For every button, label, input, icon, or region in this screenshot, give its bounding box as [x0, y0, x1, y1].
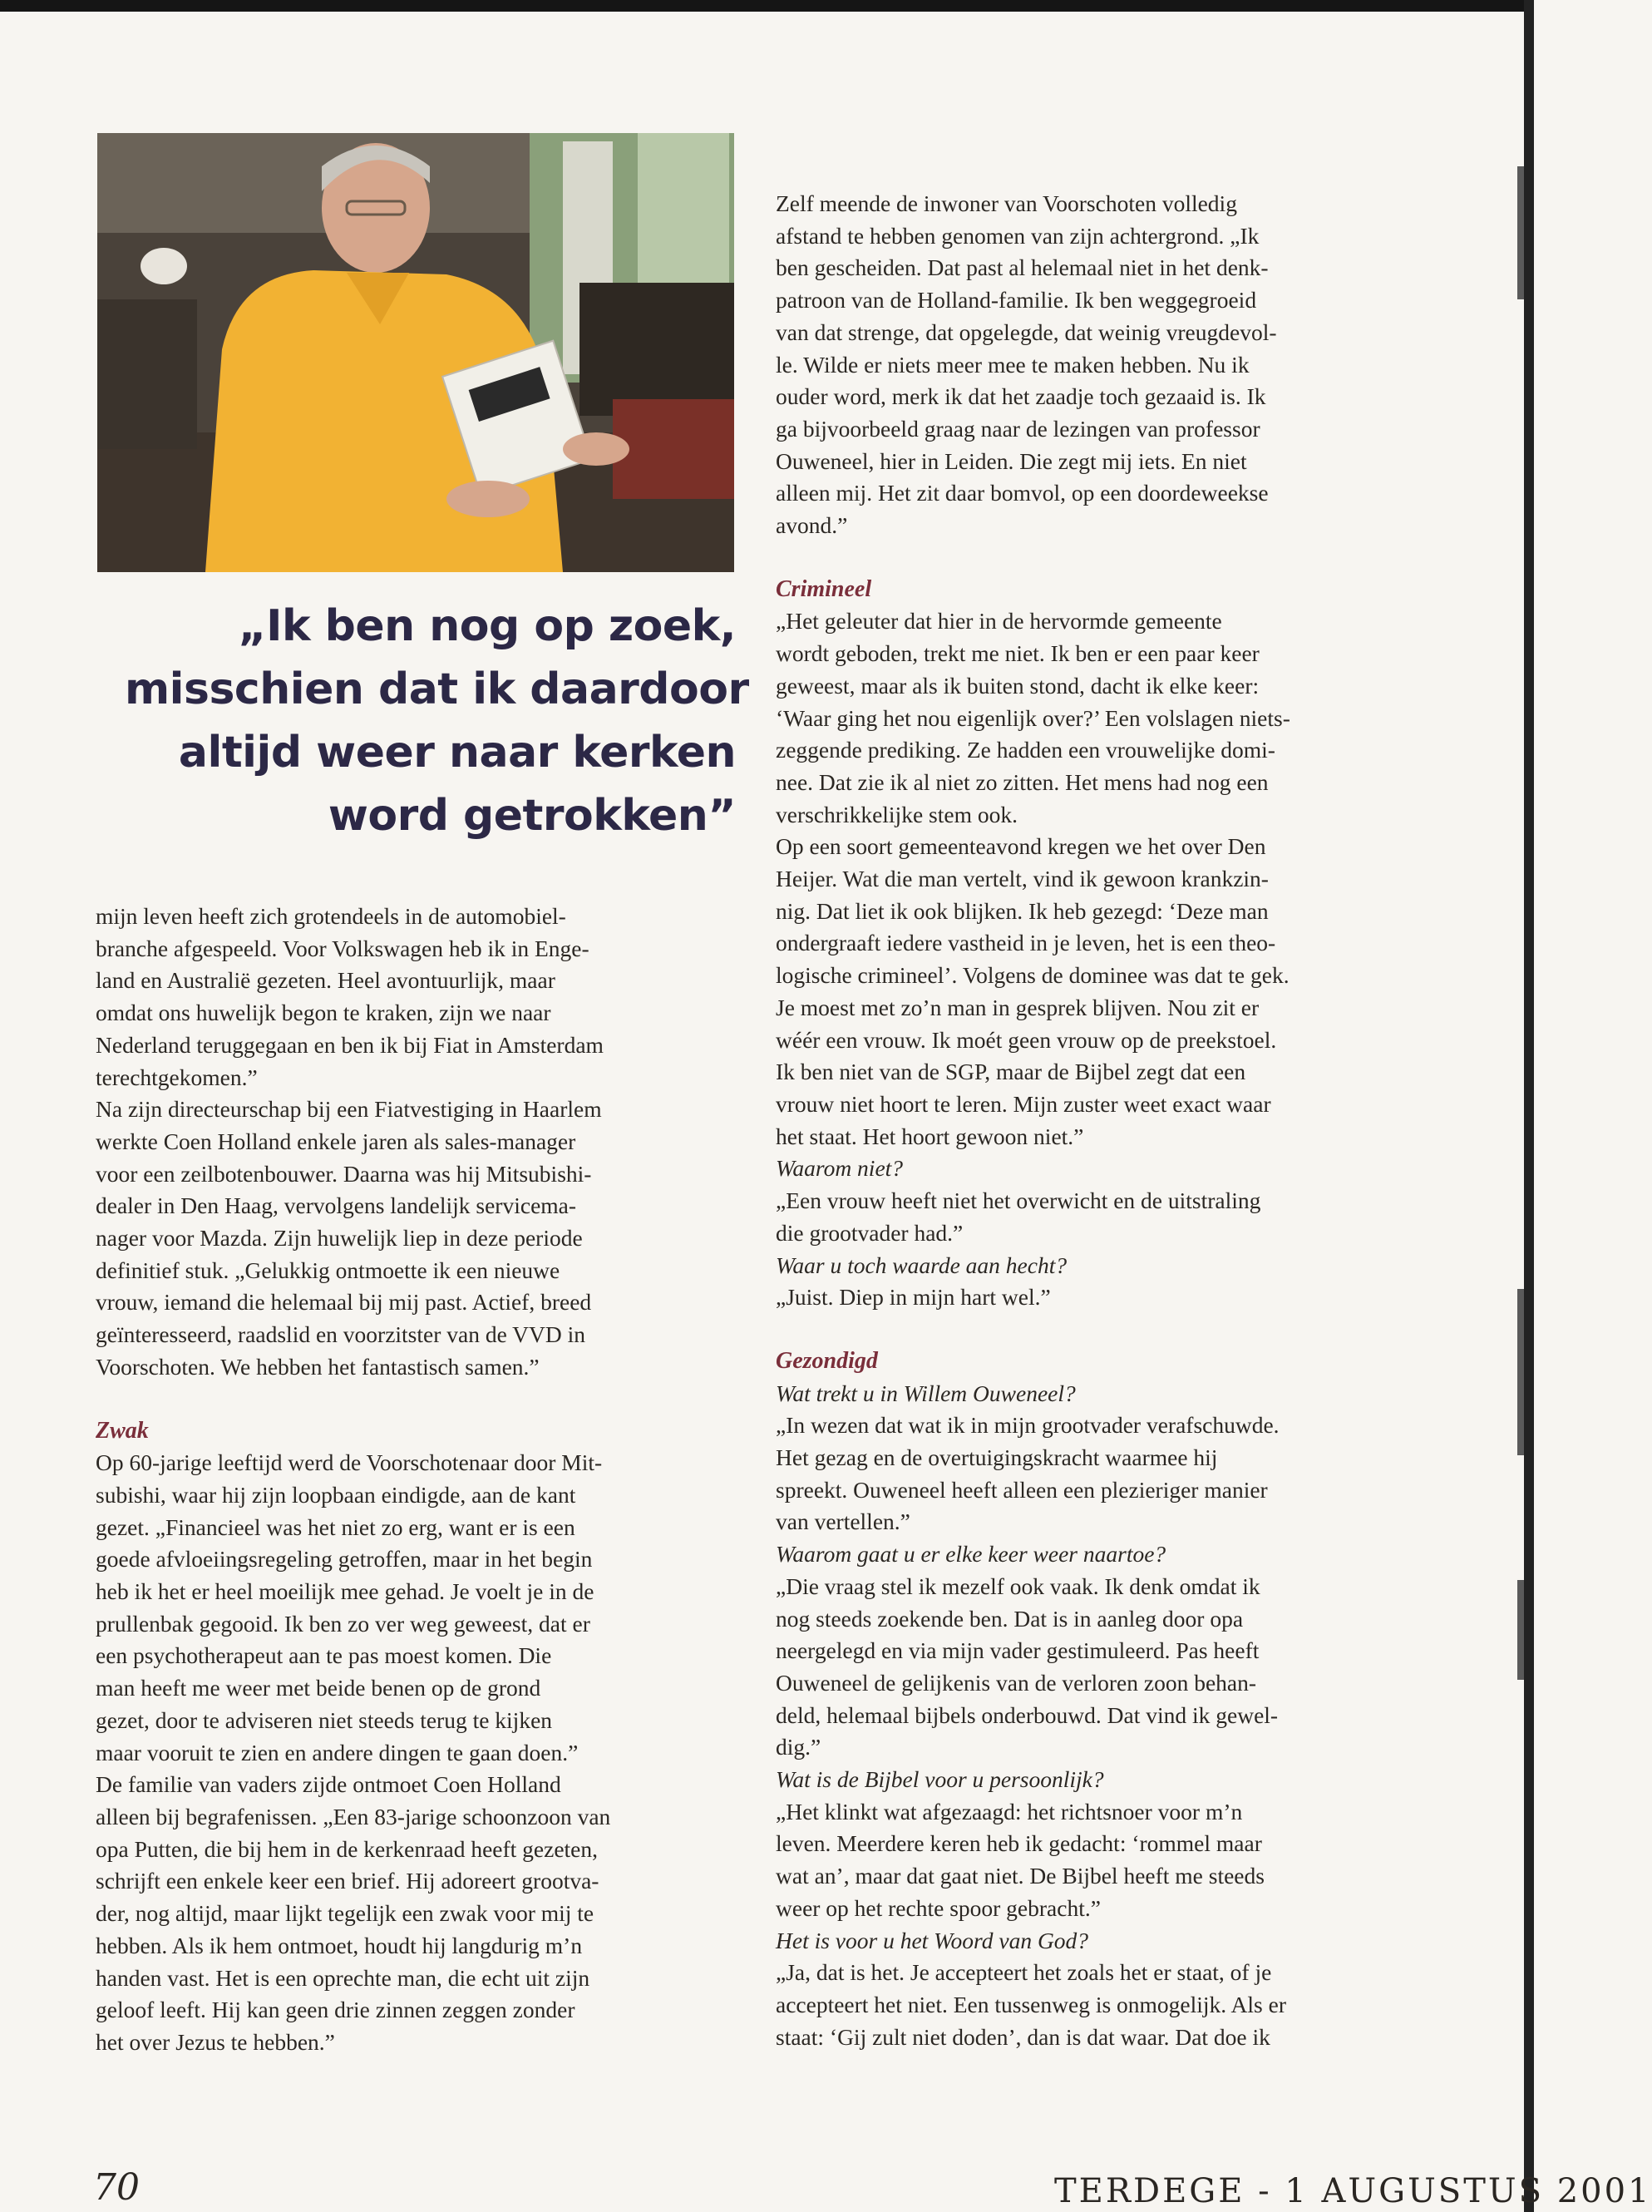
text-line: De familie van vaders zijde ontmoet Coen Holland: [96, 1771, 561, 1798]
text-line: ben gescheiden. Dat past al helemaal niet in het denk-: [776, 254, 1269, 281]
page-edge: [1524, 0, 1534, 2212]
pull-quote-line: altijd weer naar kerken: [178, 728, 736, 778]
text-line: Voorschoten. We hebben het fantastisch samen.”: [96, 1353, 540, 1380]
text-line: goede afvloeiingsregeling getroffen, maar in het begin: [96, 1546, 593, 1573]
text-line: neergelegd en via mijn vader gestimuleerd. Pas heeft: [776, 1637, 1260, 1664]
text-line: schrijft een enkele keer een brief. Hij adoreert grootva-: [96, 1868, 599, 1894]
text-line: een psychotherapeut aan te pas moest komen. Die: [96, 1642, 552, 1669]
text-line: der, nog altijd, maar lijkt tegelijk een zwak voor mij te: [96, 1900, 594, 1927]
text-line: geloof leeft. Hij kan geen drie zinnen zeggen zonder: [96, 1997, 575, 2023]
text-line: ondergraaft iedere vastheid in je leven, het is een theo-: [776, 930, 1276, 956]
text-line: die grootvader had.”: [776, 1219, 964, 1246]
pull-quote-line: misschien dat ik daardoor: [125, 664, 749, 714]
footer-publication: TERDEGE - 1 AUGUSTUS 2001: [1054, 2172, 1652, 2210]
text-line: patroon van de Holland-familie. Ik ben weggegroeid: [776, 287, 1257, 314]
text-line: ga bijvoorbeeld graag naar de lezingen van professor: [776, 415, 1260, 442]
text-line: werkte Coen Holland enkele jaren als sales-manager: [96, 1128, 576, 1154]
text-line: Ouweneel, hier in Leiden. Die zegt mij iets. En niet: [776, 447, 1247, 474]
top-rule: [0, 0, 1534, 12]
text-line: „Het geleuter dat hier in de hervormde gemeente: [776, 608, 1222, 634]
section-heading-gezondigd: Gezondigd: [776, 1347, 878, 1374]
text-line: „Die vraag stel ik mezelf ook vaak. Ik denk omdat ik: [776, 1573, 1260, 1599]
article-photo: [97, 133, 734, 572]
text-line: Ik ben niet van de SGP, maar de Bijbel zegt dat een: [776, 1059, 1246, 1085]
page-edge-mark: [1517, 1580, 1524, 1680]
text-line: deld, helemaal bijbels onderbouwd. Dat vind ik gewel-: [776, 1701, 1279, 1728]
text-line: wordt geboden, trekt me niet. Ik ben er een paar keer: [776, 640, 1260, 667]
text-line: ouder word, merk ik dat het zaadje toch gezaaid is. Ik: [776, 383, 1266, 410]
text-line: accepteert het niet. Een tussenweg is onmogelijk. Als er: [776, 1991, 1286, 2017]
text-line: mijn leven heeft zich grotendeels in de automobiel-: [96, 903, 566, 929]
interview-question: Waar u toch waarde aan hecht?: [776, 1252, 1068, 1278]
text-line: le. Wilde er niets meer mee te maken hebben. Nu ik: [776, 351, 1250, 378]
text-line: Het gezag en de overtuigingskracht waarmee hij: [776, 1444, 1218, 1471]
interview-question: Waarom niet?: [776, 1155, 904, 1182]
section-heading-zwak: Zwak: [96, 1417, 149, 1444]
text-line: gezet, door te adviseren niet steeds terug te kijken: [96, 1706, 553, 1733]
photo-illustration: [97, 133, 734, 572]
text-line: zeggende prediking. Ze hadden een vrouwelijke domi-: [776, 737, 1275, 763]
text-line: nig. Dat liet ik ook blijken. Ik heb gezegd: ‘Deze man: [776, 897, 1269, 924]
text-line: weer op het rechte spoor gebracht.”: [776, 1894, 1101, 1921]
text-line: Op 60-jarige leeftijd werd de Voorschotenaar door Mit-: [96, 1449, 603, 1476]
text-line: man heeft me weer met beide benen op de grond: [96, 1675, 541, 1701]
text-line: Na zijn directeurschap bij een Fiatvestiging in Haarlem: [96, 1096, 602, 1123]
text-line: „Het klinkt wat afgezaagd: het richtsnoer voor m’n: [776, 1798, 1243, 1824]
text-line: wat an’, maar dat gaat niet. De Bijbel heeft me steeds: [776, 1863, 1265, 1889]
text-line: spreekt. Ouweneel heeft alleen een plezieriger manier: [776, 1476, 1268, 1503]
text-line: prullenbak gegooid. Ik ben zo ver weg geweest, dat er: [96, 1610, 590, 1637]
text-line: definitief stuk. „Gelukkig ontmoette ik een nieuwe: [96, 1257, 560, 1283]
text-line: vrouw, iemand die helemaal bij mij past. Actief, breed: [96, 1289, 592, 1316]
page-edge-mark: [1517, 1289, 1524, 1455]
text-line: „Een vrouw heeft niet het overwicht en de uitstraling: [776, 1187, 1261, 1214]
pull-quote-line: „Ik ben nog op zoek,: [238, 601, 736, 651]
interview-question: Wat is de Bijbel voor u persoonlijk?: [776, 1766, 1104, 1793]
text-line: nog steeds zoekende ben. Dat is in aanleg door opa: [776, 1605, 1244, 1632]
text-line: alleen bij begrafenissen. „Een 83-jarige schoonzoon van: [96, 1803, 611, 1829]
text-line: opa Putten, die bij hem in de kerkenraad heeft gezeten,: [96, 1835, 598, 1862]
text-line: heb ik het er heel moeilijk mee gehad. Je voelt je in de: [96, 1578, 594, 1605]
text-line: subishi, waar hij zijn loopbaan eindigde, aan de kant: [96, 1481, 576, 1508]
text-line: gezet. „Financieel was het niet zo erg, want er is een: [96, 1513, 575, 1540]
text-line: van vertellen.”: [776, 1508, 910, 1535]
text-line: Heijer. Wat die man vertelt, vind ik gewoon krankzin-: [776, 866, 1269, 892]
text-line: branche afgespeeld. Voor Volkswagen heb ik in Enge-: [96, 935, 589, 961]
text-line: alleen mij. Het zit daar bomvol, op een doordeweekse: [776, 480, 1269, 506]
text-line: logische crimineel’. Volgens de dominee was dat te gek.: [776, 962, 1290, 989]
text-line: „In wezen dat wat ik in mijn grootvader verafschuwde.: [776, 1412, 1280, 1439]
text-line: „Ja, dat is het. Je accepteert het zoals het er staat, of je: [776, 1959, 1272, 1986]
text-line: Op een soort gemeenteavond kregen we het over Den: [776, 833, 1266, 860]
text-line: handen vast. Het is een oprechte man, die echt uit zijn: [96, 1964, 590, 1991]
text-line: Zelf meende de inwoner van Voorschoten volledig: [776, 190, 1237, 216]
section-heading-crimineel: Crimineel: [776, 575, 872, 602]
text-line: voor een zeilbotenbouwer. Daarna was hij Mitsubishi-: [96, 1160, 592, 1187]
text-line: staat: ‘Gij zult niet doden’, dan is dat waar. Dat doe ik: [776, 2023, 1270, 2050]
pull-quote: [125, 595, 749, 847]
text-line: nager voor Mazda. Zijn huwelijk liep in deze periode: [96, 1225, 583, 1252]
text-line: geweest, maar als ik buiten stond, dacht ik elke keer:: [776, 672, 1260, 699]
pull-quote-line: word getrokken”: [328, 791, 736, 841]
text-line: maar vooruit te zien en andere dingen te gaan doen.”: [96, 1739, 579, 1765]
interview-question: Waarom gaat u er elke keer weer naartoe?: [776, 1541, 1166, 1568]
text-line: ‘Waar ging het nou eigenlijk over?’ Een volslagen niets-: [776, 704, 1290, 731]
left-column: [96, 901, 736, 2059]
right-column: [776, 188, 1416, 2053]
text-line: Je moest met zo’n man in gesprek blijven. Nou zit er: [776, 994, 1260, 1020]
text-line: het staat. Het hoort gewoon niet.”: [776, 1123, 1084, 1149]
text-line: avond.”: [776, 512, 848, 539]
text-line: dig.”: [776, 1734, 821, 1760]
text-line: dealer in Den Haag, vervolgens landelijk servicema-: [96, 1192, 577, 1219]
text-line: van dat strenge, dat opgelegde, dat weinig vreugdevol-: [776, 318, 1277, 345]
text-line: vrouw niet hoort te leren. Mijn zuster weet exact waar: [776, 1090, 1271, 1117]
text-line: verschrikkelijke stem ook.: [776, 801, 1018, 827]
text-line: Ouweneel de gelijkenis van de verloren zoon behan-: [776, 1669, 1257, 1696]
text-line: omdat ons huwelijk begon te kraken, zijn we naar: [96, 1000, 551, 1026]
page-number: 70: [93, 2166, 140, 2209]
text-line: „Juist. Diep in mijn hart wel.”: [776, 1284, 1051, 1311]
interview-question: Het is voor u het Woord van God?: [776, 1927, 1089, 1953]
text-line: wéér een vrouw. Ik moét geen vrouw op de preekstoel.: [776, 1026, 1277, 1053]
text-line: geïnteresseerd, raadslid en voorzitster van de VVD in: [96, 1321, 586, 1348]
text-line: het over Jezus te hebben.”: [96, 2028, 335, 2055]
text-line: terechtgekomen.”: [96, 1064, 258, 1090]
text-line: leven. Meerdere keren heb ik gedacht: ‘rommel maar: [776, 1830, 1262, 1857]
text-line: hebben. Als ik hem ontmoet, houdt hij langdurig m’n: [96, 1932, 583, 1958]
text-line: land en Australië gezeten. Heel avontuurlijk, maar: [96, 967, 555, 994]
text-line: afstand te hebben genomen van zijn achtergrond. „Ik: [776, 222, 1260, 249]
page-edge-mark: [1517, 166, 1524, 299]
interview-question: Wat trekt u in Willem Ouweneel?: [776, 1380, 1076, 1406]
text-line: Nederland teruggegaan en ben ik bij Fiat in Amsterdam: [96, 1031, 604, 1058]
text-line: nee. Dat zie ik al niet zo zitten. Het mens had nog een: [776, 768, 1269, 795]
